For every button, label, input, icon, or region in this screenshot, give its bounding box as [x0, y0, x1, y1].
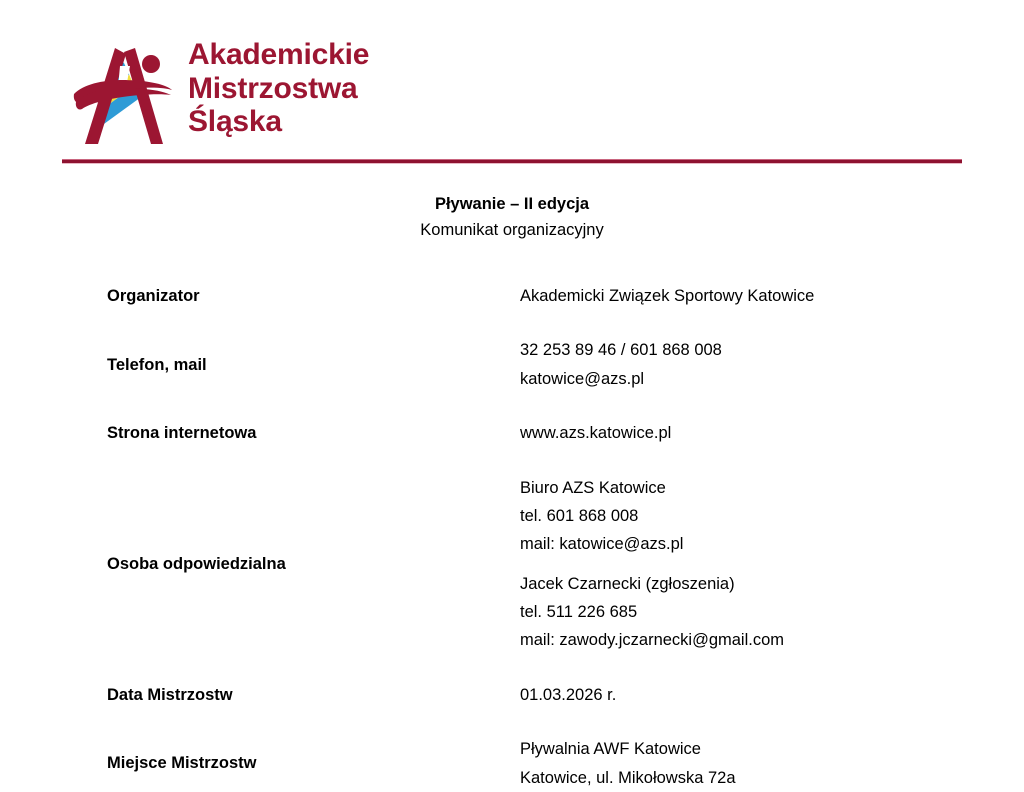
value-venue — [520, 735, 937, 792]
header-divider — [62, 159, 962, 164]
spacer-cell — [107, 709, 520, 735]
page-title: Pływanie – II edycja — [434, 195, 590, 213]
office-phone: tel. 601 868 008 — [520, 506, 639, 525]
spacer-cell — [520, 655, 937, 681]
table-row — [107, 419, 937, 447]
logo-line-3: Śląska — [188, 105, 282, 139]
row-spacer — [107, 393, 937, 419]
logo-wordmark — [188, 38, 369, 139]
row-spacer — [107, 655, 937, 681]
label-organizer: Organizator — [107, 287, 200, 305]
label-venue: Miejsce Mistrzostw — [107, 754, 257, 773]
value-organizer: Akademicki Związek Sportowy Katowice — [520, 287, 815, 305]
label-website: Strona internetowa — [107, 424, 257, 443]
value-responsible-person — [520, 474, 937, 655]
spacer-cell — [107, 310, 520, 336]
row-spacer — [107, 448, 937, 474]
logo-line-1: Akademickie — [188, 38, 370, 71]
title-block — [0, 192, 1024, 243]
logo-line-2: Mistrzostwa — [188, 71, 358, 105]
spacer-cell — [520, 310, 937, 336]
label-date: Data Mistrzostw — [107, 685, 233, 704]
row-spacer — [107, 709, 937, 735]
table-row — [107, 735, 937, 792]
row-spacer — [107, 310, 937, 336]
contact-name: Jacek Czarnecki (zgłoszenia) — [520, 574, 735, 593]
spacer-cell — [520, 393, 937, 419]
value-phone-mail — [520, 336, 937, 393]
event-info-table — [107, 282, 937, 792]
spacer-cell — [107, 448, 520, 474]
spacer-cell — [520, 448, 937, 474]
ams-logo-icon — [68, 32, 180, 150]
table-row — [107, 474, 937, 655]
value-date: 01.03.2026 r. — [520, 685, 617, 704]
value-gap — [520, 559, 937, 570]
office-name: Biuro AZS Katowice — [520, 478, 666, 497]
email-address: katowice@azs.pl — [520, 369, 645, 388]
label-responsible-person: Osoba odpowiedzialna — [107, 554, 286, 573]
venue-address: Katowice, ul. Mikołowska 72a — [520, 768, 736, 787]
document-header — [0, 0, 1024, 170]
phone-numbers: 32 253 89 46 / 601 868 008 — [520, 341, 722, 360]
table-row — [107, 282, 937, 310]
venue-name: Pływalnia AWF Katowice — [520, 740, 701, 759]
value-website: www.azs.katowice.pl — [520, 424, 672, 443]
spacer-cell — [107, 655, 520, 681]
contact-mail: mail: zawody.jczarnecki@gmail.com — [520, 631, 785, 650]
spacer-cell — [107, 393, 520, 419]
office-mail: mail: katowice@azs.pl — [520, 535, 684, 554]
label-phone-mail: Telefon, mail — [107, 355, 207, 374]
table-row — [107, 336, 937, 393]
table-row — [107, 681, 937, 709]
organization-logo — [68, 32, 369, 150]
page-subtitle: Komunikat organizacyjny — [420, 220, 604, 239]
spacer-cell — [520, 709, 937, 735]
contact-phone: tel. 511 226 685 — [520, 603, 638, 621]
